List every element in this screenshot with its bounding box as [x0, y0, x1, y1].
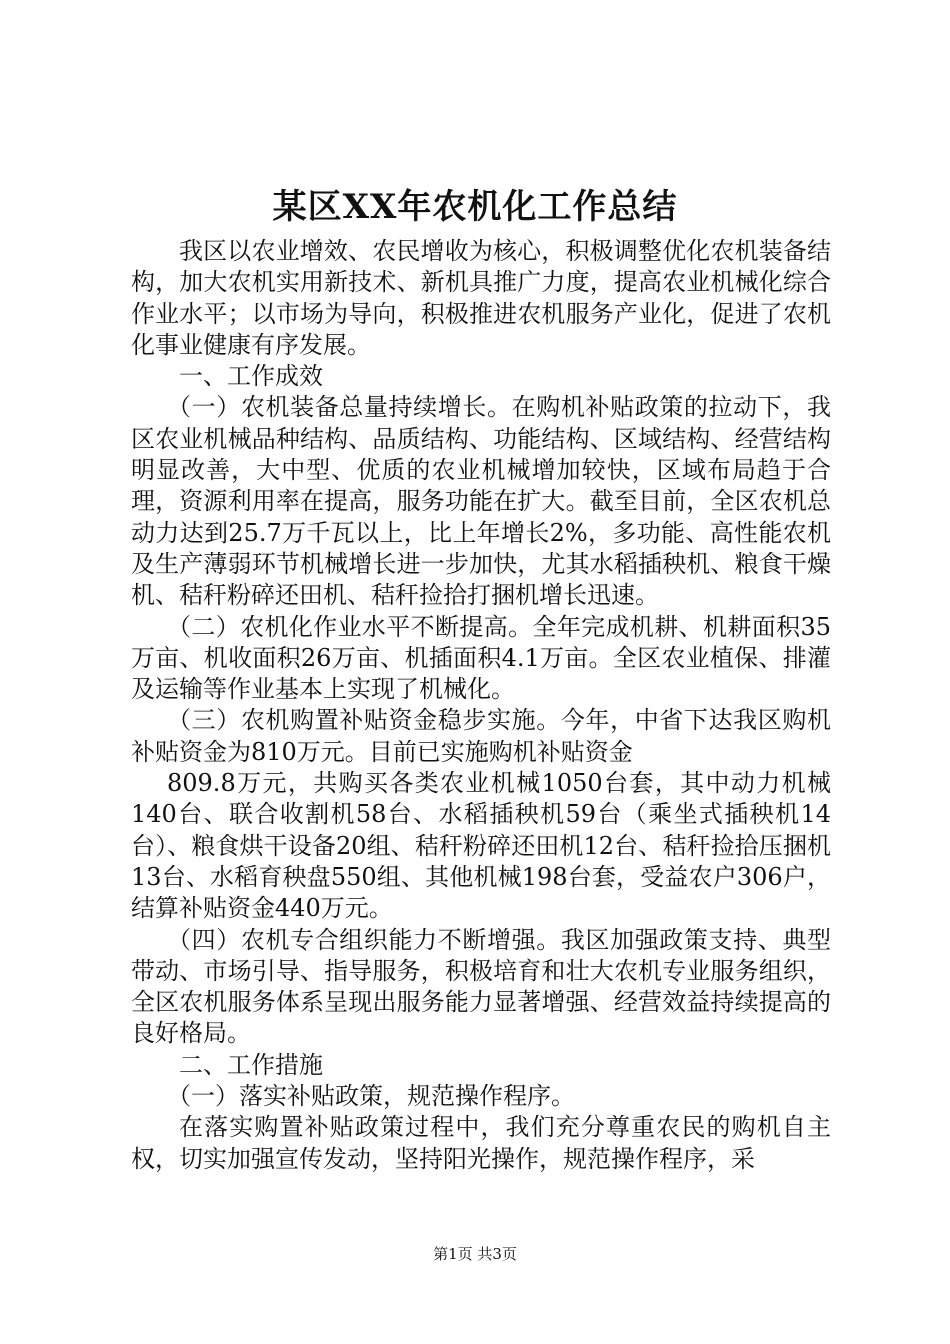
document-body — [131, 236, 831, 1175]
section-heading-results: 一、工作成效 — [179, 362, 323, 391]
paragraph-subsidy-details: 809.8万元，共购买各类农业机械1050台套，其中动力机械140台、联合收割机58台、水稻插秧机59台（乘坐式插秧机14台）、粮食烘干设备20组、秸秆粉碎还田机12台、秸秆捡拾压捆机13台、水稻育秧盘550组、其他机械198台套，受益农户306户，结算补贴资金440万元。 — [131, 769, 831, 923]
page-footer: 第1页 共3页 — [433, 1245, 517, 1263]
paragraph-policy-implementation: 在落实购置补贴政策过程中，我们充分尊重农民的购机自主权，切实加强宣传发动，坚持阳光操作，规范操作程序，采 — [131, 1113, 831, 1173]
intro-paragraph: 我区以农业增效、农民增收为核心，积极调整优化农机装备结构，加大农机实用新技术、新机具推广力度，提高农业机械化综合作业水平；以市场为导向，积极推进农机服务产业化，促进了农机化事业健康有序发展。 — [131, 237, 831, 359]
subheading-subsidy-policy: （一）落实补贴政策，规范操作程序。 — [167, 1082, 575, 1111]
paragraph-cooperatives: （四）农机专合组织能力不断增强。我区加强政策支持、典型带动、市场引导、指导服务，积极培育和壮大农机专业服务组织，全区农机服务体系呈现出服务能力显著增强、经营效益持续提高的良好格局。 — [131, 925, 831, 1048]
paragraph-subsidy-funds: （三）农机购置补贴资金稳步实施。今年，中省下达我区购机补贴资金为810万元。目前已实施购机补贴资金 — [131, 706, 831, 766]
paragraph-equipment-growth: （一）农机装备总量持续增长。在购机补贴政策的拉动下，我区农业机械品种结构、品质结构、功能结构、区域结构、经营结构明显改善，大中型、优质的农业机械增加较快，区域布局趋于合理，资源利用率在提高，服务功能在扩大。截至目前，全区农机总动力达到25.7万千瓦以上，比上年增长2%，多功能、高性能农机及生产薄弱环节机械增长进一步加快，尤其水稻插秧机、粮食干燥机、秸秆粉碎还田机、秸秆捡拾打捆机增长迅速。 — [131, 393, 831, 610]
page-title: 某区XX年农机化工作总结 — [272, 187, 678, 227]
section-heading-measures: 二、工作措施 — [179, 1050, 323, 1079]
paragraph-operation-level: （二）农机化作业水平不断提高。全年完成机耕、机耕面积35万亩、机收面积26万亩、机插面积4.1万亩。全区农业植保、排灌及运输等作业基本上实现了机械化。 — [131, 612, 831, 704]
